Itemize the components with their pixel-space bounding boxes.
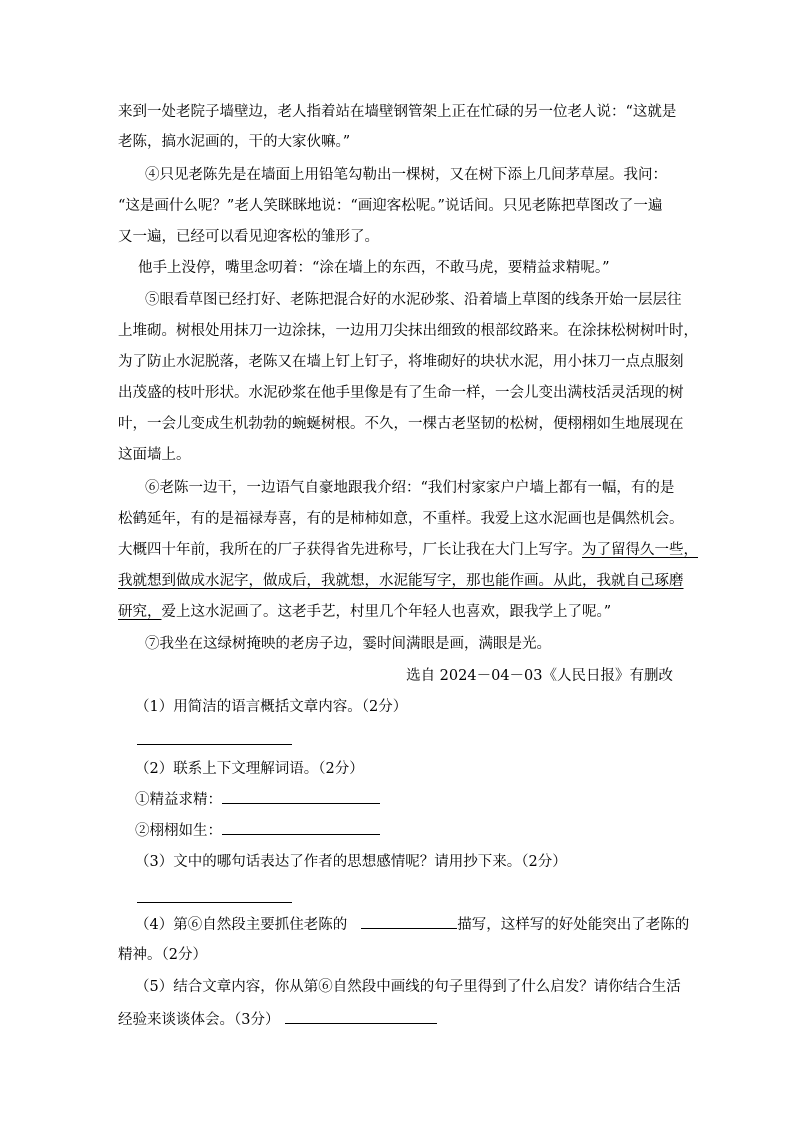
passage-line: 出茂盛的枝叶形状。水泥砂浆在他手里像是有了生命一样，一会儿变出满枝活灵活现的树	[118, 385, 684, 401]
answer-blank-q5[interactable]	[285, 1009, 437, 1024]
answer-blank-q2a[interactable]	[222, 789, 380, 804]
question-5: （5）结合文章内容，你从第⑥自然段中画线的句子里得到了什么启发？请你结合生活	[135, 979, 681, 995]
passage-line: 松鹤延年，有的是福禄寿喜，有的是柿柿如意，不重样。我爱上这水泥画也是偶然机会。	[118, 511, 684, 527]
underlined-sentence: 为了留得久一些，	[582, 542, 698, 558]
passage-line: 叶，一会儿变成生机勃勃的蜿蜒树根。不久，一棵古老坚韧的松树，便栩栩如生地展现在	[118, 416, 684, 432]
passage-line: “这是画什么呢？”老人笑眯眯地说：“画迎客松呢。”说话间。只见老陈把草图改了一遍	[118, 198, 663, 214]
question-3: （3）文中的哪句话表达了作者的思想感情呢？请用抄下来。（2分）	[135, 854, 567, 870]
answer-blank-q4[interactable]	[361, 914, 457, 929]
question-2: （2）联系上下文理解词语。（2分）	[135, 761, 364, 777]
passage-line: 这面墙上。	[118, 447, 191, 463]
answer-blank-q2b[interactable]	[222, 820, 380, 835]
underlined-sentence: 我就想到做成水泥字，做成后，我就想，水泥能写字，那也能作画。从此，我就自己琢磨	[118, 573, 684, 589]
passage-line: ⑦我坐在这绿树掩映的老房子边，霎时间满眼是画，满眼是光。	[145, 636, 551, 652]
passage-line: 他手上没停，嘴里念叨着：“涂在墙上的东西，不敢马虎，要精益求精呢。”	[138, 260, 610, 276]
question-text: 描写，这样写的好处能突出了老陈的	[457, 917, 690, 933]
passage-text: 大概四十年前，我所在的厂子获得省先进称号，厂长让我在大门上写字。	[118, 542, 582, 558]
passage-line	[118, 602, 698, 622]
passage-text: 爱上这水泥画了。这老手艺，村里几个年轻人也喜欢，跟我学上了呢。”	[161, 604, 612, 620]
question-2b	[135, 820, 715, 841]
passage-line: 来到一处老院子墙壁边，老人指着站在墙壁钢管架上正在忙碌的另一位老人说：“这就是	[118, 104, 677, 120]
question-1: （1）用简洁的语言概括文章内容。（2分）	[135, 699, 408, 715]
question-text: （4）第⑥自然段主要抓住老陈的	[135, 917, 348, 933]
passage-line: ④只见老陈先是在墙面上用铅笔勾勒出一棵树，又在树下添上几间茅草屋。我问：	[145, 167, 667, 183]
passage-line: 老陈，搞水泥画的，干的大家伙嘛。”	[118, 134, 351, 150]
passage-line: ⑥老陈一边干，一边语气自豪地跟我介绍：“我们村家家户户墙上都有一幅，有的是	[145, 480, 675, 496]
passage-line	[118, 571, 698, 591]
question-5-cont	[118, 1009, 698, 1030]
passage-line: 又一遍，已经可以看见迎客松的雏形了。	[118, 229, 379, 245]
question-4	[135, 914, 715, 935]
term-label: ①精益求精：	[135, 792, 222, 808]
passage-line	[118, 540, 698, 560]
term-label: ②栩栩如生：	[135, 823, 222, 839]
source-citation: 选自 2024－04－03《人民日报》有删改	[406, 668, 673, 684]
passage-line: 为了防止水泥脱落，老陈又在墙上钉上钉子，将堆砌好的块状水泥，用小抹刀一点点服刻	[118, 354, 684, 370]
passage-line: 上堆砌。树根处用抹刀一边涂抹，一边用刀尖抹出细致的根部纹路来。在涂抹松树树叶时，	[118, 323, 698, 339]
question-4-cont: 精神。（2分）	[118, 947, 207, 963]
answer-blank-q1[interactable]	[137, 744, 292, 745]
passage-line: ⑤眼看草图已经打好、老陈把混合好的水泥砂浆、沿着墙上草图的线条开始一层层往	[145, 292, 682, 308]
answer-blank-q3[interactable]	[137, 902, 292, 903]
underlined-sentence: 研究，	[118, 604, 162, 620]
question-2a	[135, 789, 715, 810]
question-text: 经验来谈谈体会。（3分）	[118, 1012, 280, 1028]
